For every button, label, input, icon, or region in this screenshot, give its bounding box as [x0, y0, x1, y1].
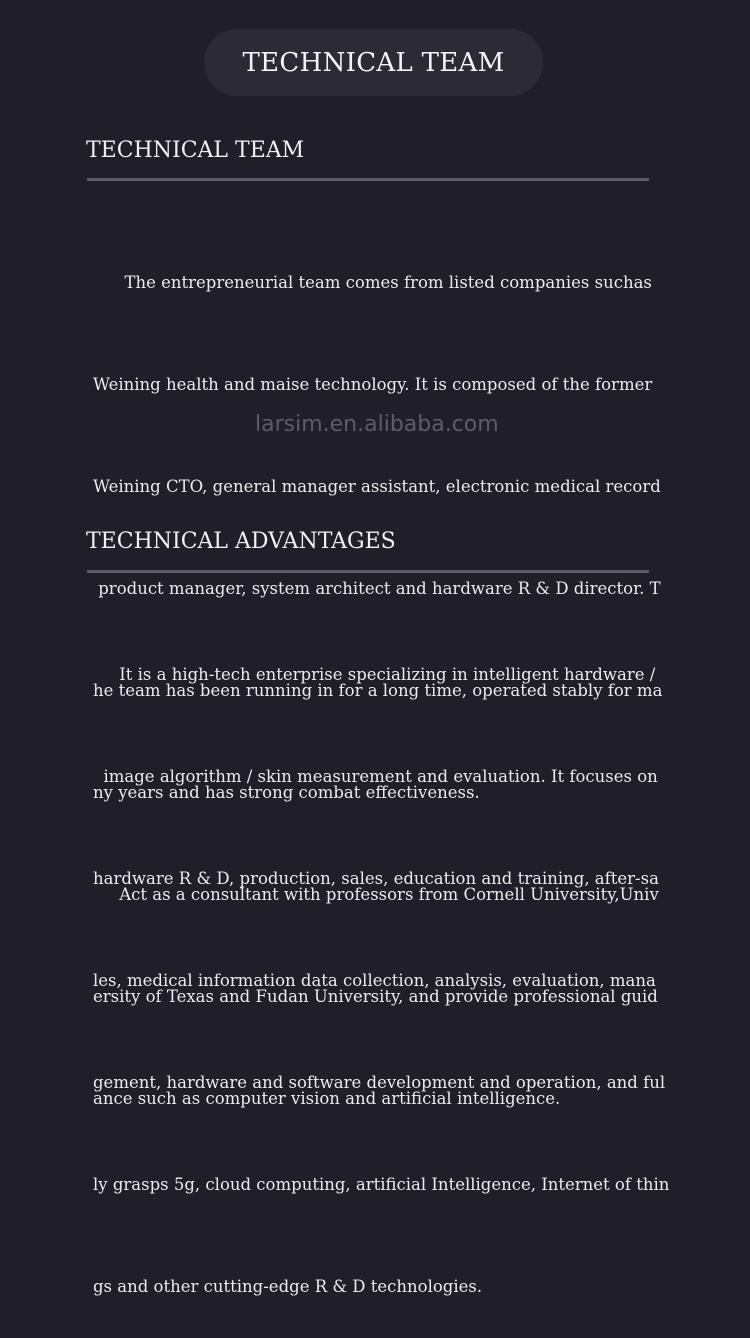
body-line: les, medical information data collection, analysis, evaluation, mana	[93, 971, 656, 990]
body-line: he team has been running in for a long time, operated stably for ma	[93, 681, 663, 700]
body-line: product manager, system architect and hardware R & D director. T	[93, 579, 661, 598]
header-pill-text: TECHNICAL TEAM	[242, 47, 505, 78]
body-line: hardware R & D, production, sales, education and training, after-sa	[93, 869, 659, 888]
body-line: ersity of Texas and Fudan University, and provide professional guid	[93, 987, 658, 1006]
body-line: Act as a consultant with professors from Cornell University,Univ	[93, 885, 659, 904]
section-body-technical-advantages	[93, 590, 668, 1338]
section-title-technical-team: TECHNICAL TEAM	[86, 138, 305, 163]
body-line: Weining CTO, general manager assistant, electronic medical record	[93, 477, 661, 496]
body-line: gs and other cutting-edge R & D technologies.	[93, 1277, 483, 1296]
body-line: The entrepreneurial team comes from listed companies suchas	[93, 273, 652, 292]
body-line: It is a high-tech enterprise specializing in intelligent hardware /	[93, 665, 656, 684]
body-line: ly grasps 5g, cloud computing, artificial Intelligence, Internet of thin	[93, 1175, 670, 1194]
body-line: ance such as computer vision and artificial intelligence.	[93, 1089, 561, 1108]
body-line: ny years and has strong combat effectiveness.	[93, 783, 480, 802]
section-title-technical-advantages: TECHNICAL ADVANTAGES	[86, 529, 396, 554]
header-pill-title	[204, 29, 543, 96]
body-line: Weining health and maise technology. It is composed of the former	[93, 375, 653, 394]
watermark: larsim.en.alibaba.com	[255, 412, 499, 437]
body-line: gement, hardware and software development and operation, and ful	[93, 1073, 666, 1092]
section-divider	[87, 570, 649, 573]
body-line: image algorithm / skin measurement and evaluation. It focuses on	[93, 767, 658, 786]
section-divider	[87, 178, 649, 181]
